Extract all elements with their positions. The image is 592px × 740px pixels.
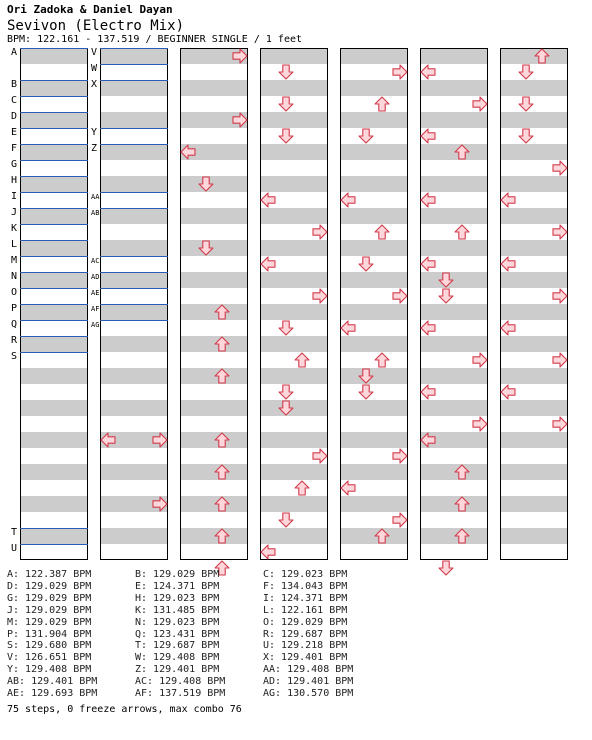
beat-band (20, 48, 88, 64)
bpm-entry: R: 129.687 BPM (263, 628, 348, 640)
bpm-entry: O: 129.029 BPM (263, 616, 348, 628)
beat-band (500, 432, 568, 448)
bpm-marker-label: I (11, 191, 18, 202)
bpm-entry: AA: 129.408 BPM (263, 664, 354, 676)
beat-band (180, 368, 248, 384)
beat-band (340, 368, 408, 384)
bpm-entry: X: 129.401 BPM (263, 652, 348, 664)
bpm-marker-label: D (11, 111, 18, 122)
beat-band (260, 368, 328, 384)
beat-band (100, 80, 168, 96)
chart-column (260, 48, 328, 560)
bpm-marker-label: AA (91, 193, 100, 201)
beat-band (260, 272, 328, 288)
bpm-marker-label: S (11, 351, 18, 362)
bpm-entry: W: 129.408 BPM (135, 652, 220, 664)
beat-band (500, 400, 568, 416)
beat-band (20, 432, 88, 448)
beat-band (420, 304, 488, 320)
bpm-marker-label: H (11, 175, 18, 186)
beat-band (20, 208, 88, 224)
bpm-marker-label: T (11, 527, 18, 538)
beat-band (180, 528, 248, 544)
beat-band (260, 432, 328, 448)
bpm-entry: H: 129.023 BPM (135, 592, 220, 604)
bpm-entry: T: 129.687 BPM (135, 640, 220, 652)
beat-band (180, 496, 248, 512)
beat-band (100, 48, 168, 64)
bpm-marker-label: Z (91, 143, 98, 154)
beat-band (20, 528, 88, 544)
beat-band (100, 144, 168, 160)
beat-band (340, 496, 408, 512)
song-title: Sevivon (Electro Mix) (7, 18, 185, 34)
beat-band (260, 528, 328, 544)
bpm-entry: AC: 129.408 BPM (135, 676, 226, 688)
chart-column (180, 48, 248, 560)
beat-band (260, 240, 328, 256)
beat-band (500, 176, 568, 192)
bpm-marker-label: L (11, 239, 18, 250)
beat-band (500, 144, 568, 160)
down-arrow-icon (439, 561, 453, 575)
beat-band (260, 48, 328, 64)
beat-band (420, 176, 488, 192)
bpm-marker-label: J (11, 207, 18, 218)
beat-band (500, 48, 568, 64)
beat-band (420, 272, 488, 288)
beat-band (20, 240, 88, 256)
beat-band (20, 336, 88, 352)
bpm-marker-label: AF (91, 305, 100, 313)
beat-band (500, 240, 568, 256)
beat-band (20, 304, 88, 320)
bpm-entry: E: 124.371 BPM (135, 580, 220, 592)
bpm-entry: V: 126.651 BPM (7, 652, 92, 664)
bpm-entry: D: 129.029 BPM (7, 580, 92, 592)
beat-band (20, 400, 88, 416)
beat-band (100, 208, 168, 224)
beat-band (420, 112, 488, 128)
bpm-marker-label: B (11, 79, 18, 90)
bpm-marker-label: AE (91, 289, 100, 297)
bpm-marker-label: AD (91, 273, 100, 281)
beat-band (20, 496, 88, 512)
beat-band (180, 432, 248, 448)
beat-band (500, 496, 568, 512)
beat-band (500, 336, 568, 352)
bpm-marker-label: G (11, 159, 18, 170)
beat-band (100, 272, 168, 288)
beat-band (340, 464, 408, 480)
bpm-marker-label: Y (91, 127, 98, 138)
bpm-entry: M: 129.029 BPM (7, 616, 92, 628)
beat-band (420, 144, 488, 160)
beat-band (340, 528, 408, 544)
beat-band (420, 400, 488, 416)
bpm-marker-label: AG (91, 321, 100, 329)
beat-band (260, 336, 328, 352)
beat-band (260, 496, 328, 512)
chart-column (420, 48, 488, 560)
bpm-marker-label: O (11, 287, 18, 298)
beat-band (340, 208, 408, 224)
bpm-marker-label: N (11, 271, 18, 282)
beat-band (180, 176, 248, 192)
beat-band (100, 400, 168, 416)
beat-band (340, 112, 408, 128)
beat-band (260, 176, 328, 192)
beat-band (180, 272, 248, 288)
beat-band (420, 336, 488, 352)
bpm-marker-label: M (11, 255, 18, 266)
bpm-marker-label: K (11, 223, 18, 234)
beat-band (340, 336, 408, 352)
beat-band (100, 528, 168, 544)
beat-band (260, 304, 328, 320)
beat-band (420, 464, 488, 480)
bpm-entry: AF: 137.519 BPM (135, 688, 226, 699)
beat-band (260, 112, 328, 128)
chart-column (340, 48, 408, 560)
beat-band (340, 432, 408, 448)
beat-band (420, 368, 488, 384)
beat-band (500, 304, 568, 320)
bpm-marker-label: Q (11, 319, 18, 330)
beat-band (340, 80, 408, 96)
beat-band (420, 80, 488, 96)
beat-band (260, 400, 328, 416)
beat-band (100, 464, 168, 480)
step-summary: 75 steps, 0 freeze arrows, max combo 76 (7, 704, 242, 715)
bpm-entry: AB: 129.401 BPM (7, 676, 98, 688)
beat-band (500, 112, 568, 128)
beat-band (100, 368, 168, 384)
beat-band (180, 336, 248, 352)
chart-info: BPM: 122.161 - 137.519 / BEGINNER SINGLE / 1 feet (7, 34, 303, 45)
beat-band (500, 528, 568, 544)
bpm-marker-label: R (11, 335, 18, 346)
bpm-entry: C: 129.023 BPM (263, 569, 348, 580)
beat-band (420, 528, 488, 544)
beat-band (500, 272, 568, 288)
beat-band (20, 176, 88, 192)
bpm-marker-label: W (91, 63, 98, 74)
bpm-entry: P: 131.904 BPM (7, 628, 92, 640)
beat-band (420, 240, 488, 256)
bpm-entry: L: 122.161 BPM (263, 604, 348, 616)
beat-band (500, 208, 568, 224)
beat-band (20, 368, 88, 384)
bpm-entry: G: 129.029 BPM (7, 592, 92, 604)
beat-band (420, 496, 488, 512)
bpm-marker-label: P (11, 303, 18, 314)
chart-column (500, 48, 568, 560)
beat-band (340, 272, 408, 288)
bpm-entry: J: 129.029 BPM (7, 604, 92, 616)
bpm-marker-label: U (11, 543, 18, 554)
song-artist: Ori Zadoka & Daniel Dayan (7, 3, 173, 16)
bpm-entry: AE: 129.693 BPM (7, 688, 98, 699)
beat-band (340, 144, 408, 160)
bpm-entry: Y: 129.408 BPM (7, 664, 92, 676)
beat-band (500, 464, 568, 480)
bpm-marker-label: AB (91, 209, 100, 217)
beat-band (180, 80, 248, 96)
bpm-marker-label: E (11, 127, 18, 138)
bpm-marker-label: V (91, 47, 98, 58)
beat-band (260, 208, 328, 224)
beat-band (340, 304, 408, 320)
beat-band (100, 304, 168, 320)
bpm-entry: F: 134.043 BPM (263, 580, 348, 592)
beat-band (20, 144, 88, 160)
beat-band (180, 304, 248, 320)
bpm-entry: B: 129.029 BPM (135, 569, 220, 580)
bpm-entry: S: 129.680 BPM (7, 640, 92, 652)
beat-band (340, 400, 408, 416)
beat-band (340, 176, 408, 192)
bpm-entry: K: 131.485 BPM (135, 604, 220, 616)
beat-band (260, 80, 328, 96)
bpm-entry: Z: 129.401 BPM (135, 664, 220, 676)
bpm-entry: N: 129.023 BPM (135, 616, 220, 628)
beat-band (100, 112, 168, 128)
beat-band (500, 368, 568, 384)
beat-band (260, 464, 328, 480)
beat-band (180, 400, 248, 416)
bpm-marker-label: X (91, 79, 98, 90)
beat-band (180, 208, 248, 224)
bpm-entry: Q: 123.431 BPM (135, 628, 220, 640)
bpm-marker-label: F (11, 143, 18, 154)
bpm-entry: A: 122.387 BPM (7, 569, 92, 580)
beat-band (420, 48, 488, 64)
beat-band (180, 464, 248, 480)
beat-band (100, 240, 168, 256)
beat-band (20, 112, 88, 128)
beat-band (20, 464, 88, 480)
bpm-marker-label: AC (91, 257, 100, 265)
beat-band (100, 176, 168, 192)
beat-band (340, 240, 408, 256)
bpm-entry: AD: 129.401 BPM (263, 676, 354, 688)
beat-band (180, 240, 248, 256)
beat-band (260, 144, 328, 160)
bpm-marker-label: C (11, 95, 18, 106)
beat-band (340, 48, 408, 64)
beat-band (20, 80, 88, 96)
beat-band (500, 80, 568, 96)
bpm-entry: I: 124.371 BPM (263, 592, 348, 604)
beat-band (20, 272, 88, 288)
beat-band (100, 336, 168, 352)
bpm-entry: AG: 130.570 BPM (263, 688, 354, 699)
bpm-entry: U: 129.218 BPM (263, 640, 348, 652)
beat-band (420, 208, 488, 224)
bpm-marker-label: A (11, 47, 18, 58)
